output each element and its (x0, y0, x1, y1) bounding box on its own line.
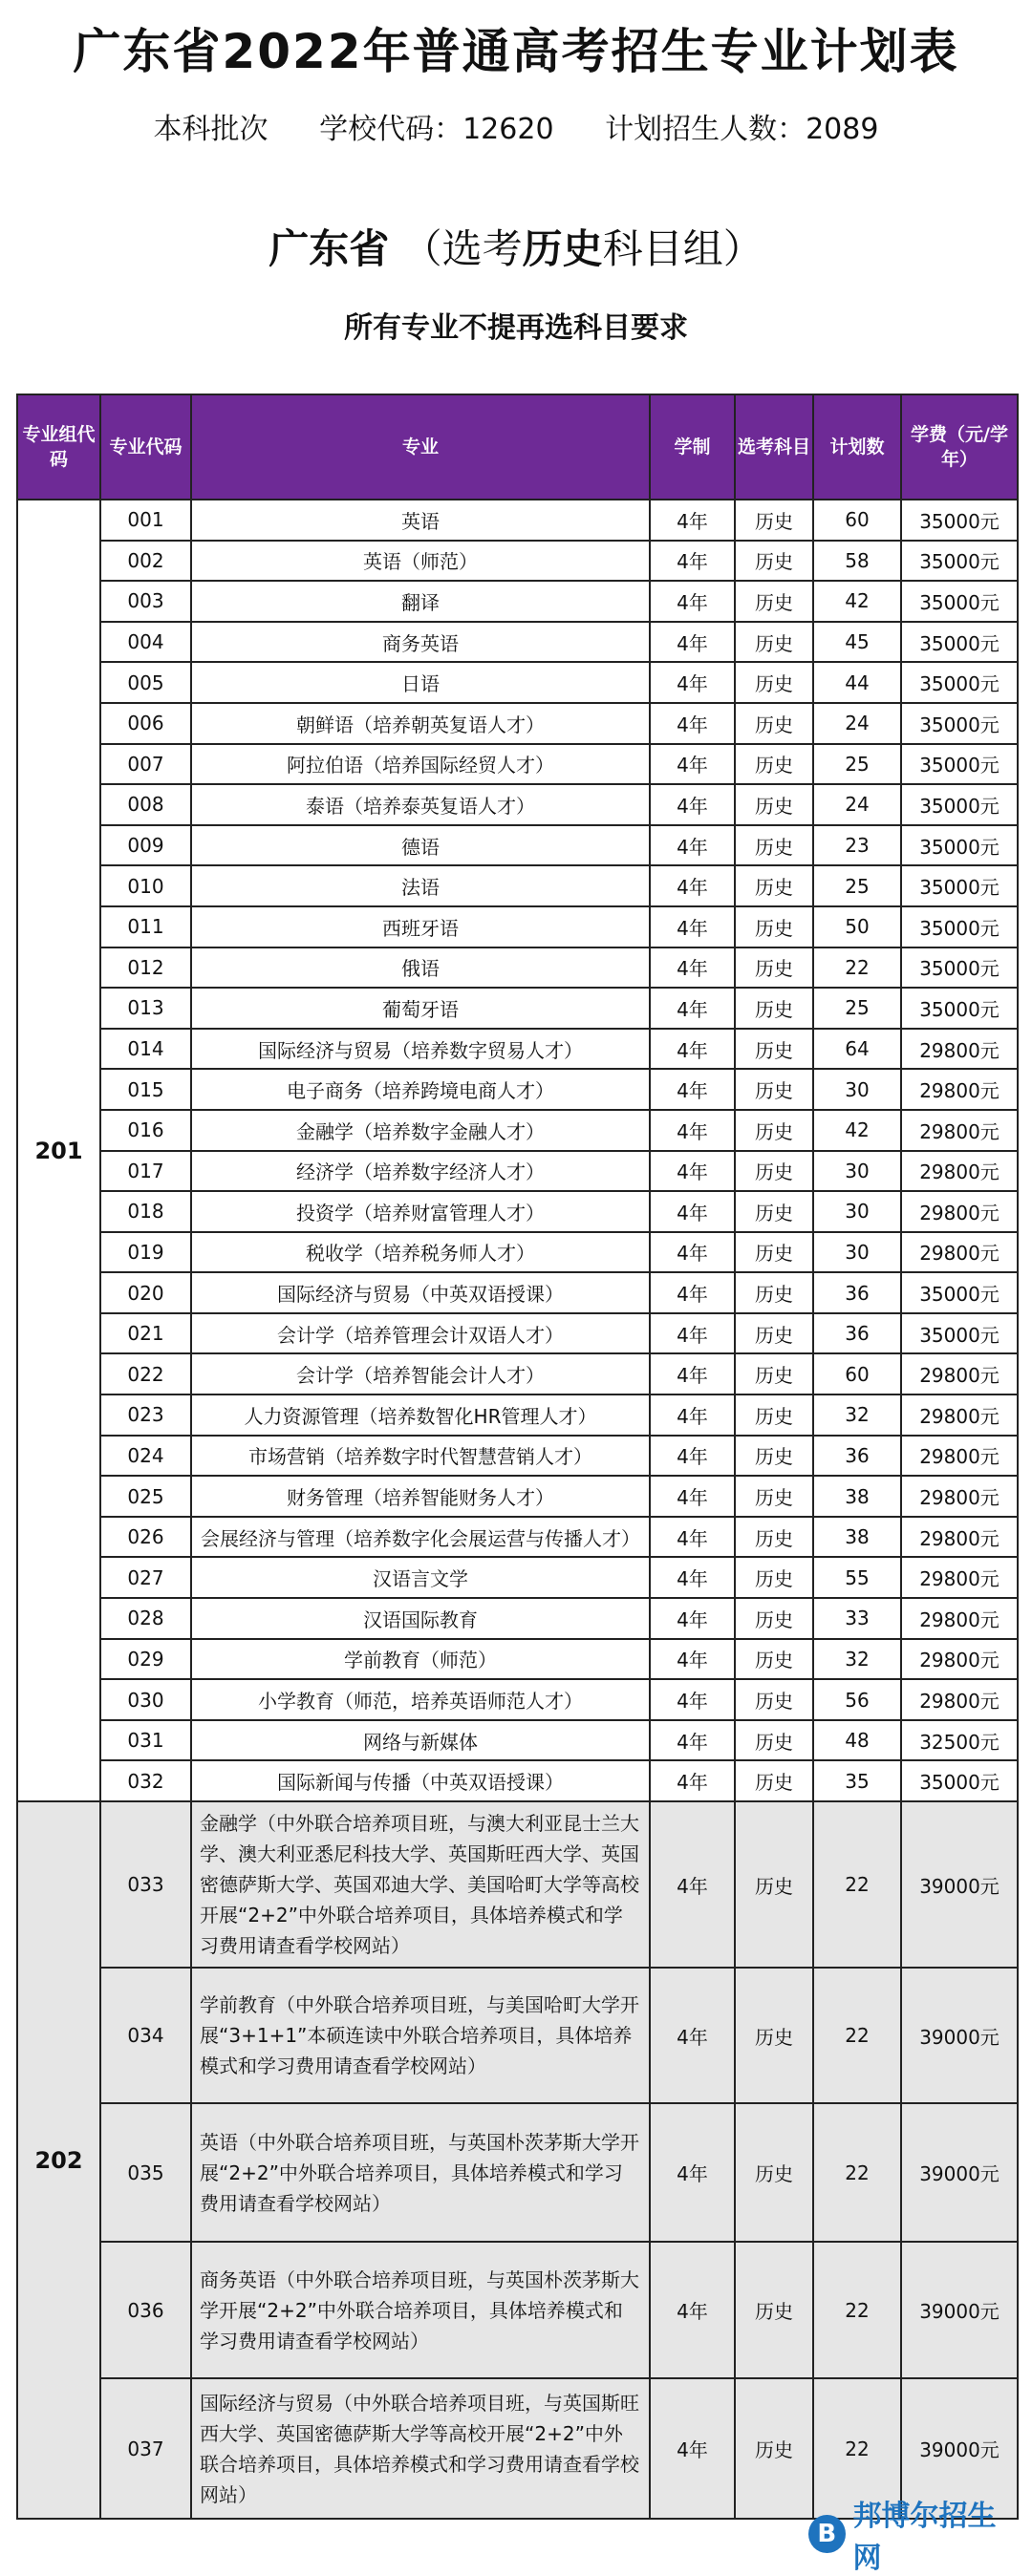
subject-cell: 历史 (735, 1760, 813, 1801)
duration-cell: 4年 (650, 500, 735, 541)
table-row (17, 1191, 1018, 1232)
duration-cell: 4年 (650, 2378, 735, 2519)
plan-count-cell: 36 (813, 1313, 901, 1354)
subject-cell: 历史 (735, 1272, 813, 1313)
subject-cell: 历史 (735, 2242, 813, 2378)
heading-province: 广东省 (269, 225, 390, 272)
major-cell: 网络与新媒体 (191, 1720, 650, 1761)
major-code-cell: 002 (100, 541, 191, 582)
fee-cell: 35000元 (901, 662, 1018, 703)
duration-cell: 4年 (650, 1968, 735, 2103)
major-code-cell: 027 (100, 1557, 191, 1598)
header-fee: 学费（元/学年） (901, 394, 1018, 500)
duration-cell: 4年 (650, 1232, 735, 1273)
duration-cell: 4年 (650, 1598, 735, 1639)
heading-paren-close: ） (722, 225, 763, 272)
fee-cell: 35000元 (901, 947, 1018, 989)
major-cell: 法语 (191, 865, 650, 906)
table-row (17, 988, 1018, 1029)
plan-count-cell: 58 (813, 541, 901, 582)
header-major-code: 专业代码 (100, 394, 191, 500)
fee-cell: 29800元 (901, 1151, 1018, 1192)
site-watermark-text: 邦博尔招生网 (852, 2500, 997, 2575)
duration-cell: 4年 (650, 1720, 735, 1761)
major-cell: 日语 (191, 662, 650, 703)
major-code-cell: 037 (100, 2378, 191, 2519)
subject-cell: 历史 (735, 1679, 813, 1720)
table-row (17, 1353, 1018, 1394)
subject-cell: 历史 (735, 581, 813, 622)
table-row (17, 1069, 1018, 1110)
duration-cell: 4年 (650, 784, 735, 825)
major-code-cell: 029 (100, 1639, 191, 1680)
major-code-cell: 026 (100, 1517, 191, 1558)
major-cell: 会计学（培养管理会计双语人才） (191, 1313, 650, 1354)
subject-cell: 历史 (735, 1557, 813, 1598)
fee-cell: 35000元 (901, 784, 1018, 825)
enrollment-plan-table (16, 394, 1019, 2520)
subject-cell: 历史 (735, 1069, 813, 1110)
plan-count-cell: 38 (813, 1476, 901, 1517)
major-code-cell: 011 (100, 906, 191, 947)
table-row (17, 581, 1018, 622)
table-row (17, 1394, 1018, 1436)
fee-cell: 29800元 (901, 1232, 1018, 1273)
major-code-cell: 006 (100, 703, 191, 744)
subject-cell: 历史 (735, 622, 813, 663)
major-code-cell: 024 (100, 1436, 191, 1477)
subject-cell: 历史 (735, 1517, 813, 1558)
table-row (17, 1476, 1018, 1517)
group-201-body (17, 500, 1018, 1801)
major-cell: 德语 (191, 825, 650, 866)
plan-count-cell: 44 (813, 662, 901, 703)
subject-cell: 历史 (735, 1029, 813, 1070)
table-row (17, 906, 1018, 947)
major-code-cell: 003 (100, 581, 191, 622)
major-cell: 投资学（培养财富管理人才） (191, 1191, 650, 1232)
major-code-cell: 032 (100, 1760, 191, 1801)
plan-count-cell: 55 (813, 1557, 901, 1598)
table-row (17, 1598, 1018, 1639)
major-cell: 会计学（培养智能会计人才） (191, 1353, 650, 1394)
plan-count-cell: 24 (813, 784, 901, 825)
subject-cell: 历史 (735, 703, 813, 744)
fee-cell: 35000元 (901, 744, 1018, 785)
site-logo-icon: B (808, 2515, 846, 2553)
fee-cell: 35000元 (901, 581, 1018, 622)
major-cell: 财务管理（培养智能财务人才） (191, 1476, 650, 1517)
major-cell: 商务英语（中外联合培养项目班，与英国朴茨茅斯大学开展“2+2”中外联合培养项目，具体培养模式和学习费用请查看学校网站） (191, 2242, 650, 2378)
duration-cell: 4年 (650, 703, 735, 744)
major-cell: 英语（中外联合培养项目班，与英国朴茨茅斯大学开展“2+2”中外联合培养项目，具体培养模式和学习费用请查看学校网站） (191, 2103, 650, 2242)
major-cell: 电子商务（培养跨境电商人才） (191, 1069, 650, 1110)
fee-cell: 35000元 (901, 906, 1018, 947)
table-row (17, 784, 1018, 825)
subject-cell: 历史 (735, 784, 813, 825)
subject-cell: 历史 (735, 2378, 813, 2519)
major-cell: 金融学（培养数字金融人才） (191, 1110, 650, 1151)
fee-cell: 39000元 (901, 1968, 1018, 2103)
plan-count-cell: 32 (813, 1394, 901, 1436)
duration-cell: 4年 (650, 2103, 735, 2242)
group-code-cell: 201 (17, 500, 100, 1801)
table-row (17, 541, 1018, 582)
table-row (17, 662, 1018, 703)
plan-count-cell: 50 (813, 906, 901, 947)
plan-count-cell: 56 (813, 1679, 901, 1720)
major-code-cell: 025 (100, 1476, 191, 1517)
duration-cell: 4年 (650, 581, 735, 622)
subject-cell: 历史 (735, 662, 813, 703)
duration-cell: 4年 (650, 541, 735, 582)
major-cell: 葡萄牙语 (191, 988, 650, 1029)
table-header-row (17, 394, 1018, 500)
major-code-cell: 023 (100, 1394, 191, 1436)
major-code-cell: 028 (100, 1598, 191, 1639)
plan-count-cell: 25 (813, 744, 901, 785)
table-row (17, 1720, 1018, 1761)
plan-count-cell: 30 (813, 1069, 901, 1110)
table-row (17, 1232, 1018, 1273)
plan-total: 计划招生人数：2089 (605, 113, 879, 146)
table-row (17, 1557, 1018, 1598)
subject-cell: 历史 (735, 1968, 813, 2103)
fee-cell: 35000元 (901, 1760, 1018, 1801)
plan-count-cell: 24 (813, 703, 901, 744)
duration-cell: 4年 (650, 1476, 735, 1517)
subject-cell: 历史 (735, 1639, 813, 1680)
table-row (17, 703, 1018, 744)
major-cell: 市场营销（培养数字时代智慧营销人才） (191, 1436, 650, 1477)
table-row (17, 1313, 1018, 1354)
page-title: 广东省2022年普通高考招生专业计划表 (73, 24, 959, 79)
fee-cell: 29800元 (901, 1476, 1018, 1517)
major-cell: 小学教育（师范，培养英语师范人才） (191, 1679, 650, 1720)
fee-cell: 35000元 (901, 825, 1018, 866)
duration-cell: 4年 (650, 1679, 735, 1720)
duration-cell: 4年 (650, 1801, 735, 1968)
subject-cell: 历史 (735, 1476, 813, 1517)
fee-cell: 35000元 (901, 541, 1018, 582)
duration-cell: 4年 (650, 1639, 735, 1680)
table-row (17, 744, 1018, 785)
fee-cell: 39000元 (901, 2103, 1018, 2242)
subject-cell: 历史 (735, 947, 813, 989)
duration-cell: 4年 (650, 1069, 735, 1110)
duration-cell: 4年 (650, 1191, 735, 1232)
major-cell: 英语（师范） (191, 541, 650, 582)
duration-cell: 4年 (650, 1151, 735, 1192)
subtitle (0, 105, 1032, 147)
major-cell: 俄语 (191, 947, 650, 989)
plan-count-cell: 42 (813, 1110, 901, 1151)
plan-count-cell: 60 (813, 500, 901, 541)
table-row (17, 1272, 1018, 1313)
section-heading (0, 218, 1032, 275)
duration-cell: 4年 (650, 1557, 735, 1598)
major-code-cell: 015 (100, 1069, 191, 1110)
major-code-cell: 021 (100, 1313, 191, 1354)
major-code-cell: 016 (100, 1110, 191, 1151)
plan-count-cell: 48 (813, 1720, 901, 1761)
fee-cell: 29800元 (901, 1353, 1018, 1394)
subject-cell: 历史 (735, 2103, 813, 2242)
plan-count-cell: 30 (813, 1151, 901, 1192)
major-cell: 商务英语 (191, 622, 650, 663)
duration-cell: 4年 (650, 1110, 735, 1151)
subject-cell: 历史 (735, 1232, 813, 1273)
major-code-cell: 005 (100, 662, 191, 703)
table-row (17, 1760, 1018, 1801)
plan-count-cell: 42 (813, 581, 901, 622)
fee-cell: 39000元 (901, 2378, 1018, 2519)
major-code-cell: 014 (100, 1029, 191, 1070)
fee-cell: 29800元 (901, 1557, 1018, 1598)
table-row (17, 947, 1018, 989)
heading-post: 科目组 (602, 225, 723, 272)
plan-count-cell: 22 (813, 2378, 901, 2519)
plan-count-cell: 30 (813, 1191, 901, 1232)
table-row (17, 1639, 1018, 1680)
major-cell: 国际新闻与传播（中英双语授课） (191, 1760, 650, 1801)
duration-cell: 4年 (650, 1353, 735, 1394)
plan-count-cell: 23 (813, 825, 901, 866)
major-code-cell: 019 (100, 1232, 191, 1273)
major-code-cell: 034 (100, 1968, 191, 2103)
header-group-code: 专业组代码 (17, 394, 100, 500)
major-code-cell: 004 (100, 622, 191, 663)
batch-label: 本科批次 (153, 113, 269, 146)
major-cell: 泰语（培养泰英复语人才） (191, 784, 650, 825)
major-code-cell: 018 (100, 1191, 191, 1232)
fee-cell: 29800元 (901, 1069, 1018, 1110)
table-row (17, 1801, 1018, 1968)
duration-cell: 4年 (650, 906, 735, 947)
duration-cell: 4年 (650, 1517, 735, 1558)
duration-cell: 4年 (650, 1760, 735, 1801)
duration-cell: 4年 (650, 825, 735, 866)
fee-cell: 29800元 (901, 1639, 1018, 1680)
fee-cell: 35000元 (901, 703, 1018, 744)
plan-count-cell: 25 (813, 988, 901, 1029)
fee-cell: 29800元 (901, 1679, 1018, 1720)
table-row (17, 500, 1018, 541)
table-row (17, 622, 1018, 663)
major-cell: 国际经济与贸易（中英双语授课） (191, 1272, 650, 1313)
major-code-cell: 013 (100, 988, 191, 1029)
table-row (17, 1968, 1018, 2103)
major-code-cell: 033 (100, 1801, 191, 1968)
header-subject: 选考科目 (735, 394, 813, 500)
major-cell: 经济学（培养数字经济人才） (191, 1151, 650, 1192)
header-plan: 计划数 (813, 394, 901, 500)
subject-cell: 历史 (735, 865, 813, 906)
plan-count-cell: 32 (813, 1639, 901, 1680)
subject-cell: 历史 (735, 1110, 813, 1151)
table-row (17, 1436, 1018, 1477)
table-row (17, 825, 1018, 866)
plan-count-cell: 64 (813, 1029, 901, 1070)
major-cell: 税收学（培养税务师人才） (191, 1232, 650, 1273)
major-code-cell: 031 (100, 1720, 191, 1761)
major-cell: 英语 (191, 500, 650, 541)
table-row (17, 1110, 1018, 1151)
plan-count-cell: 60 (813, 1353, 901, 1394)
subject-cell: 历史 (735, 906, 813, 947)
duration-cell: 4年 (650, 622, 735, 663)
table-row (17, 2242, 1018, 2378)
subject-cell: 历史 (735, 500, 813, 541)
fee-cell: 35000元 (901, 988, 1018, 1029)
major-cell: 人力资源管理（培养数智化HR管理人才） (191, 1394, 650, 1436)
school-code: 学校代码：12620 (319, 113, 554, 146)
major-code-cell: 030 (100, 1679, 191, 1720)
fee-cell: 29800元 (901, 1436, 1018, 1477)
subject-cell: 历史 (735, 1191, 813, 1232)
plan-count-cell: 22 (813, 2103, 901, 2242)
plan-count-cell: 30 (813, 1232, 901, 1273)
fee-cell: 39000元 (901, 1801, 1018, 1968)
subject-cell: 历史 (735, 988, 813, 1029)
duration-cell: 4年 (650, 988, 735, 1029)
duration-cell: 4年 (650, 1313, 735, 1354)
group-code-cell: 202 (17, 1801, 100, 2519)
fee-cell: 35000元 (901, 1272, 1018, 1313)
major-cell: 西班牙语 (191, 906, 650, 947)
major-cell: 国际经济与贸易（中外联合培养项目班，与英国斯旺西大学、英国密德萨斯大学等高校开展“2+2”中外联合培养项目，具体培养模式和学习费用请查看学校网站） (191, 2378, 650, 2519)
major-cell: 学前教育（师范） (191, 1639, 650, 1680)
subject-cell: 历史 (735, 1394, 813, 1436)
major-code-cell: 035 (100, 2103, 191, 2242)
table-row (17, 1029, 1018, 1070)
plan-count-cell: 35 (813, 1760, 901, 1801)
duration-cell: 4年 (650, 1394, 735, 1436)
major-cell: 国际经济与贸易（培养数字贸易人才） (191, 1029, 650, 1070)
subject-cell: 历史 (735, 744, 813, 785)
major-cell: 翻译 (191, 581, 650, 622)
heading-paren-open: （ (401, 225, 442, 272)
plan-count-cell: 22 (813, 1968, 901, 2103)
heading-pre: 选考 (441, 225, 523, 272)
duration-cell: 4年 (650, 947, 735, 989)
subject-cell: 历史 (735, 1598, 813, 1639)
major-code-cell: 001 (100, 500, 191, 541)
duration-cell: 4年 (650, 1029, 735, 1070)
subject-cell: 历史 (735, 1353, 813, 1394)
plan-count-cell: 22 (813, 2242, 901, 2378)
table-row (17, 1517, 1018, 1558)
subject-cell: 历史 (735, 1801, 813, 1968)
group-202-body (17, 1801, 1018, 2519)
fee-cell: 29800元 (901, 1029, 1018, 1070)
fee-cell: 29800元 (901, 1598, 1018, 1639)
plan-count-cell: 36 (813, 1436, 901, 1477)
subject-cell: 历史 (735, 541, 813, 582)
major-code-cell: 036 (100, 2242, 191, 2378)
subject-cell: 历史 (735, 1151, 813, 1192)
table-row (17, 1151, 1018, 1192)
major-cell: 汉语国际教育 (191, 1598, 650, 1639)
major-cell: 学前教育（中外联合培养项目班，与美国哈町大学开展“3+1+1”本硕连读中外联合培养项目，具体培养模式和学习费用请查看学校网站） (191, 1968, 650, 2103)
major-cell: 阿拉伯语（培养国际经贸人才） (191, 744, 650, 785)
plan-count-cell: 38 (813, 1517, 901, 1558)
table-row (17, 865, 1018, 906)
major-code-cell: 009 (100, 825, 191, 866)
fee-cell: 29800元 (901, 1110, 1018, 1151)
subject-cell: 历史 (735, 1313, 813, 1354)
heading-subject: 历史 (522, 225, 603, 272)
fee-cell: 29800元 (901, 1191, 1018, 1232)
plan-count-cell: 25 (813, 865, 901, 906)
major-code-cell: 007 (100, 744, 191, 785)
fee-cell: 29800元 (901, 1394, 1018, 1436)
major-cell: 会展经济与管理（培养数字化会展运营与传播人才） (191, 1517, 650, 1558)
header-major: 专业 (191, 394, 650, 500)
fee-cell: 39000元 (901, 2242, 1018, 2378)
major-code-cell: 020 (100, 1272, 191, 1313)
plan-count-cell: 36 (813, 1272, 901, 1313)
duration-cell: 4年 (650, 2242, 735, 2378)
major-cell: 汉语言文学 (191, 1557, 650, 1598)
duration-cell: 4年 (650, 1436, 735, 1477)
plan-count-cell: 22 (813, 1801, 901, 1968)
duration-cell: 4年 (650, 662, 735, 703)
plan-count-cell: 45 (813, 622, 901, 663)
fee-cell: 29800元 (901, 1517, 1018, 1558)
major-code-cell: 012 (100, 947, 191, 989)
subject-note: 所有专业不提再选科目要求 (344, 311, 688, 345)
fee-cell: 32500元 (901, 1720, 1018, 1761)
header-duration: 学制 (650, 394, 735, 500)
subject-cell: 历史 (735, 825, 813, 866)
duration-cell: 4年 (650, 1272, 735, 1313)
table-row (17, 2103, 1018, 2242)
major-cell: 朝鲜语（培养朝英复语人才） (191, 703, 650, 744)
major-code-cell: 022 (100, 1353, 191, 1394)
fee-cell: 35000元 (901, 1313, 1018, 1354)
major-code-cell: 008 (100, 784, 191, 825)
site-watermark (808, 2500, 1019, 2575)
major-code-cell: 017 (100, 1151, 191, 1192)
major-code-cell: 010 (100, 865, 191, 906)
fee-cell: 35000元 (901, 500, 1018, 541)
plan-count-cell: 22 (813, 947, 901, 989)
fee-cell: 35000元 (901, 622, 1018, 663)
major-cell: 金融学（中外联合培养项目班，与澳大利亚昆士兰大学、澳大利亚悉尼科技大学、英国斯旺西大学、英国密德萨斯大学、英国邓迪大学、美国哈町大学等高校开展“2+2”中外联合培养项目，具体培养模式和学习费用请查看学校网站） (191, 1801, 650, 1968)
plan-count-cell: 33 (813, 1598, 901, 1639)
duration-cell: 4年 (650, 865, 735, 906)
table-row (17, 1679, 1018, 1720)
duration-cell: 4年 (650, 744, 735, 785)
subject-cell: 历史 (735, 1720, 813, 1761)
fee-cell: 35000元 (901, 865, 1018, 906)
subject-cell: 历史 (735, 1436, 813, 1477)
